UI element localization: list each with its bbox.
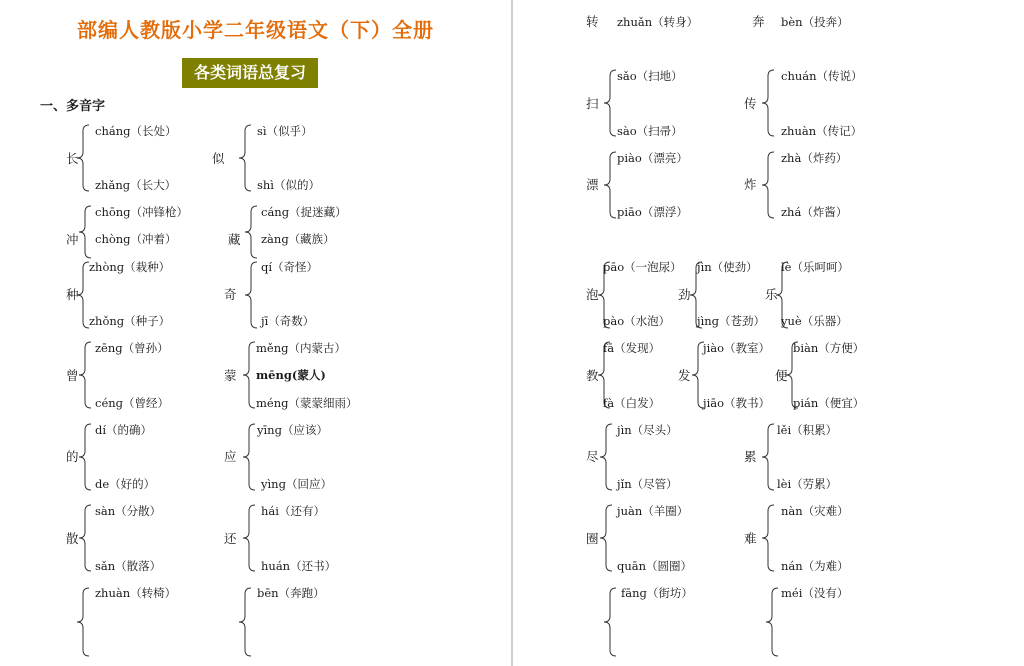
brace-icon <box>78 424 92 490</box>
reading-item: bēn（奔跑） <box>257 586 325 600</box>
brace-icon <box>244 206 258 258</box>
polyphone-char: 扫 <box>586 96 599 111</box>
reading-item: fā（发现） <box>603 341 661 355</box>
brace-icon <box>599 505 613 571</box>
reading-item: lè（乐呵呵） <box>781 260 849 274</box>
polyphone-char: 炸 <box>744 177 757 192</box>
polyphone-char: 曾 <box>66 368 79 383</box>
polyphone-char: 圈 <box>586 531 599 546</box>
reading-item: mēnɡ(蒙人) <box>256 368 326 382</box>
polyphone-char: 便 <box>775 368 788 383</box>
reading-item: yīnɡ（应该） <box>257 423 328 437</box>
reading-item: zhuàn（转椅） <box>95 586 177 600</box>
reading-item: chánɡ（长处） <box>95 124 177 138</box>
reading-item: méi（没有） <box>781 586 849 600</box>
brace-icon <box>78 206 92 258</box>
reading-item: jiào（教室） <box>703 341 771 355</box>
brace-icon <box>76 125 90 191</box>
polyphone-char: 劲 <box>678 287 691 302</box>
reading-item: nán（为难） <box>781 559 849 573</box>
reading-item: dí（的确） <box>95 423 153 437</box>
polyphone-char: 冲 <box>66 232 79 247</box>
reading-item: qí（奇怪） <box>261 260 319 274</box>
brace-icon <box>603 588 617 656</box>
brace-icon <box>76 588 90 656</box>
reading-item: měnɡ（内蒙古） <box>256 341 346 355</box>
reading-item: cénɡ（曾经） <box>95 396 170 410</box>
reading-item: zhuǎn（转身） <box>617 15 699 29</box>
polyphone-char: 散 <box>66 531 79 546</box>
reading-item: jī（奇数） <box>261 314 315 328</box>
polyphone-char: 转 <box>586 14 599 29</box>
reading-item: jìn（使劲） <box>697 260 758 274</box>
brace-icon <box>603 70 617 136</box>
brace-icon <box>242 342 256 408</box>
reading-item: yìnɡ（回应） <box>261 477 332 491</box>
brace-icon <box>761 424 775 490</box>
reading-item: cánɡ（捉迷藏） <box>261 205 347 219</box>
reading-item: biàn（方便） <box>793 341 865 355</box>
reading-item: sì（似乎） <box>257 124 313 138</box>
polyphone-char: 种 <box>66 287 79 302</box>
reading-item: bèn（投奔） <box>781 15 849 29</box>
polyphone-char: 还 <box>224 531 237 546</box>
brace-icon <box>761 70 775 136</box>
reading-item: zhá（炸酱） <box>781 205 848 219</box>
reading-item: lèi（劳累） <box>777 477 838 491</box>
polyphone-char: 传 <box>744 96 757 111</box>
subtitle-banner: 各类词语总复习 <box>182 58 318 88</box>
polyphone-char: 蒙 <box>224 368 237 383</box>
polyphone-char: 累 <box>744 449 757 464</box>
brace-icon <box>78 505 92 571</box>
reading-item: zhònɡ（栽种） <box>89 260 171 274</box>
reading-item: quān（圆圈） <box>617 559 693 573</box>
reading-item: fà（白发） <box>603 396 661 410</box>
reading-item: jìn（尽头） <box>617 423 678 437</box>
polyphone-char: 奇 <box>224 287 237 302</box>
brace-icon <box>242 505 256 571</box>
reading-item: yuè（乐器） <box>781 314 848 328</box>
reading-item: sǎo（扫地） <box>617 69 683 83</box>
brace-icon <box>78 342 92 408</box>
reading-item: zhuàn（传记） <box>781 124 863 138</box>
polyphone-char: 乐 <box>765 287 778 302</box>
polyphone-char: 漂 <box>586 177 599 192</box>
document-title: 部编人教版小学二年级语文（下）全册 <box>77 18 434 42</box>
brace-icon <box>244 262 258 328</box>
polyphone-char: 长 <box>66 151 79 166</box>
reading-item: zhà（炸药） <box>781 151 848 165</box>
section-heading: 一、多音字 <box>40 99 106 114</box>
reading-item: shì（似的） <box>257 178 320 192</box>
reading-item: nàn（灾难） <box>781 504 849 518</box>
reading-item: jǐn（尽管） <box>617 477 678 491</box>
brace-icon <box>599 424 613 490</box>
brace-icon <box>238 588 252 656</box>
reading-item: piāo（漂浮） <box>617 205 688 219</box>
reading-item: zànɡ（藏族） <box>261 232 335 246</box>
polyphone-char: 教 <box>586 368 599 383</box>
polyphone-char: 发 <box>678 368 691 383</box>
reading-item: zhǒnɡ（种子） <box>89 314 171 328</box>
reading-item: juàn（羊圈） <box>617 504 689 518</box>
reading-item: jiāo（教书） <box>703 396 771 410</box>
reading-item: huán（还书） <box>261 559 337 573</box>
reading-item: sào（扫帚） <box>617 124 683 138</box>
reading-item: lěi（积累） <box>777 423 838 437</box>
reading-item: zhǎnɡ（长大） <box>95 178 177 192</box>
brace-icon <box>242 424 256 490</box>
reading-item: zēnɡ（曾孙） <box>95 341 169 355</box>
reading-item: piào（漂亮） <box>617 151 688 165</box>
reading-item: pào（水泡） <box>603 314 671 328</box>
polyphone-char: 奔 <box>752 14 765 29</box>
reading-item: chuán（传说） <box>781 69 863 83</box>
reading-item: sàn（分散） <box>95 504 162 518</box>
reading-item: pāo（一泡尿） <box>603 260 682 274</box>
brace-icon <box>238 125 252 191</box>
polyphone-char: 藏 <box>228 232 241 247</box>
document-page-right <box>513 0 1024 666</box>
polyphone-char: 难 <box>744 531 757 546</box>
brace-icon <box>765 588 779 656</box>
polyphone-char: 应 <box>224 449 237 464</box>
brace-icon <box>761 505 775 571</box>
reading-item: chōnɡ（冲锋枪） <box>95 205 189 219</box>
reading-item: pián（便宜） <box>793 396 865 410</box>
reading-item: sǎn（散落） <box>95 559 162 573</box>
reading-item: fānɡ（街坊） <box>621 586 693 600</box>
polyphone-char: 尽 <box>586 449 599 464</box>
reading-item: ménɡ（蒙蒙细雨） <box>256 396 358 410</box>
reading-item: jìnɡ（苍劲） <box>697 314 766 328</box>
polyphone-char: 的 <box>66 449 79 464</box>
brace-icon <box>603 152 617 218</box>
brace-icon <box>76 262 90 328</box>
polyphone-char: 泡 <box>586 287 599 302</box>
brace-icon <box>761 152 775 218</box>
document-page-left <box>0 0 511 666</box>
polyphone-char: 似 <box>212 151 225 166</box>
reading-item: chònɡ（冲着） <box>95 232 177 246</box>
reading-item: hái（还有） <box>261 504 325 518</box>
reading-item: de（好的） <box>95 477 156 491</box>
